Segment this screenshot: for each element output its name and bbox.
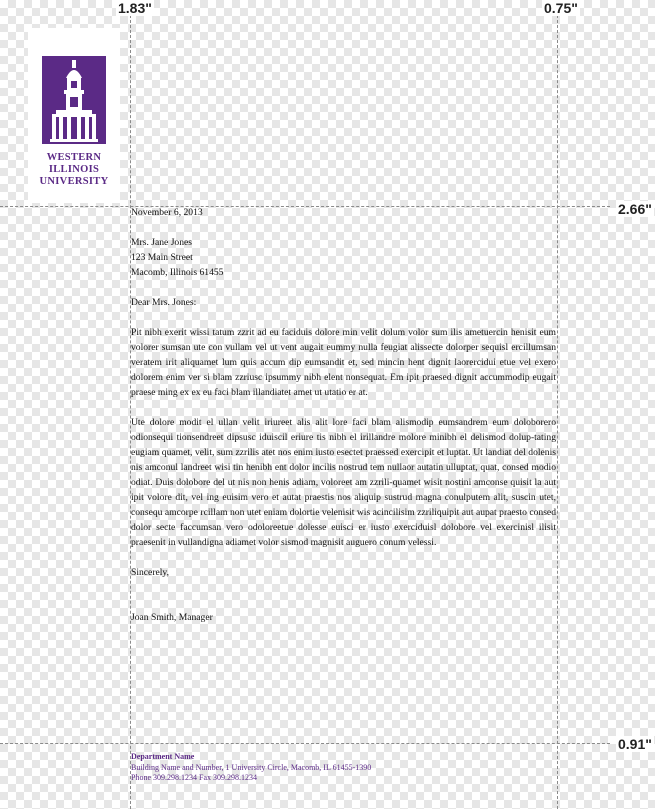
wordmark-line-2: ILLINOIS [48,164,100,175]
university-logo [28,28,120,203]
footer-department: Department Name [131,752,195,761]
closing: Sincerely, [131,567,170,578]
paragraph-1: Pit nibh exerit wissi tatum zzrit ad eu faciduis dolore min velit dolum volor sum ilis ametuercin henisit eum volorer sumsan ute con vullam vel ut vent augait eummy nulla feugiat alissecte dolorper sequisl ercillumsan veratem irit aliquamet lum quis accum dip eumsandit et, sed mincin hent dignit laorercidui etue vel exero dolorem enim ver si blam zzriusc ipsummy nibh elent nonsequat. Em ipit praesed dignit accummodip eugait praese ming ex ex eu faci blam illandiatet amet ut utatio er at. [131,327,556,398]
recipient-name: Mrs. Jane Jones [131,237,193,248]
recipient-street: 123 Main Street [131,252,193,263]
left-margin-label: 1.83" [118,0,152,16]
paragraph-2: Ute dolore modit el ullan velit iriureet alis alit lore faci blam alismodip eumsandrem eum doloborero odionsequi tionsendreet dipsusc iduiscil eriure tis nibh el irillandre molore minibh el delismod dolup-tating eugiam quamet, velit, sum zzrilis atet nos enim iusto esectet praessed exercipit et luptat. Ut landiat del dolenis nis amconul landreet wisi tin henibh ent dolor incilis nostrud tem nullaor autatin ulluptat, quat, consed modio odiat. Duis dolobore del ut nis non henis adiam, voloreet am zzrili-quamet wisit nostini amconse quisit la aut ipit volore dit, vel ing euisim vero et autat praestis nos aliquip sustrud magna conulputem alit, suscin utet, consequ amcorpe rcillam non utet eniam dolortie velenisit wis acincilisim zzriliquipit aut aupat praesto consed dolor secte faccumsan vero odoloreetue dolesse euisci er iusto exerciduisl dolobore vel exercinisl ilisit praesenit in vullandigna adiamet volor sismod magnisit auguero conum velessi. [131,417,556,548]
bottom-margin-guide [0,743,610,744]
footer-phone: Phone 309.298.1234 Fax 309.298.1234 [131,773,257,782]
sherman-hall-tower-icon [42,56,106,144]
salutation: Dear Mrs. Jones: [131,297,197,308]
wordmark-line-1: WESTERN [46,152,102,163]
signature: Joan Smith, Manager [131,612,213,623]
letter-body [131,205,556,625]
top-margin-label: 2.66" [618,201,652,217]
footer-address: Building Name and Number, 1 University Circle, Macomb, IL 61455-1390 [131,762,372,772]
recipient-city: Macomb, Illinois 61455 [131,267,224,278]
letter-date: November 6, 2013 [131,207,203,218]
wordmark-line-3: UNIVERSITY [39,176,109,187]
right-margin-label: 0.75" [544,0,578,16]
right-margin-guide [557,0,558,809]
letterhead-footer [131,752,551,784]
university-wordmark [28,152,120,188]
bottom-margin-label: 0.91" [618,736,652,752]
